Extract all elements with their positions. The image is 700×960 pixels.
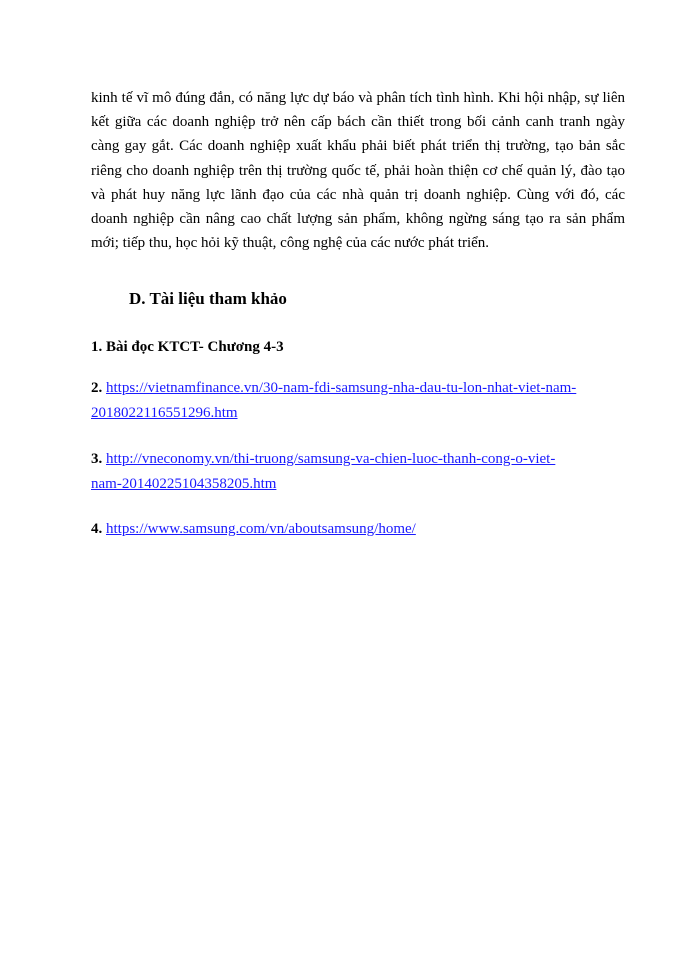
reference-number: 1.: [91, 339, 103, 355]
body-paragraph: [91, 86, 625, 255]
reference-link-continued[interactable]: 2018022116551296.htm: [91, 404, 238, 421]
body-line: càng gay gắt. Các doanh nghiệp xuất khẩu phải biết phát triển thị trường, tạo bản sắc: [91, 138, 625, 155]
body-line: riêng cho doanh nghiệp trên thị trường quốc tế, phải hoàn thiện cơ chế quản lý, đào tạo: [91, 162, 625, 179]
reference-link[interactable]: https://www.samsung.com/vn/aboutsamsung/home/: [106, 521, 416, 537]
body-line: kinh tế vĩ mô đúng đắn, có năng lực dự báo và phân tích tình hình. Khi hội nhập, sự liên: [91, 90, 625, 106]
reference-number: 2.: [91, 380, 103, 396]
reference-item-3: [91, 447, 631, 496]
reference-number: 3.: [91, 451, 103, 467]
reference-link[interactable]: http://vneconomy.vn/thi-truong/samsung-va-chien-luoc-thanh-cong-o-viet-: [106, 451, 556, 467]
reference-item-2: [91, 376, 631, 425]
reference-number: 4.: [91, 521, 103, 537]
reference-item-1: [91, 335, 631, 360]
body-line: và phát huy năng lực lãnh đạo của các nhà quản trị doanh nghiệp. Cùng với đó, các: [91, 186, 625, 203]
reference-item-4: [91, 517, 631, 542]
reference-link[interactable]: https://vietnamfinance.vn/30-nam-fdi-samsung-nha-dau-tu-lon-nhat-viet-nam-: [106, 380, 577, 396]
body-line: mới; tiếp thu, học hỏi kỹ thuật, công nghệ của các nước phát triển.: [91, 235, 490, 252]
reference-link-continued[interactable]: nam-20140225104358205.htm: [91, 475, 277, 492]
reference-title: Bài đọc KTCT- Chương 4-3: [106, 339, 284, 355]
body-line: kết giữa các doanh nghiệp trở nên cấp bách cần thiết trong bối cảnh canh tranh ngày: [91, 114, 625, 131]
section-heading: D. Tài liệu tham khảo: [129, 289, 287, 308]
body-line: doanh nghiệp cần nâng cao chất lượng sản phẩm, không ngừng sáng tạo ra sản phẩm: [91, 211, 625, 228]
